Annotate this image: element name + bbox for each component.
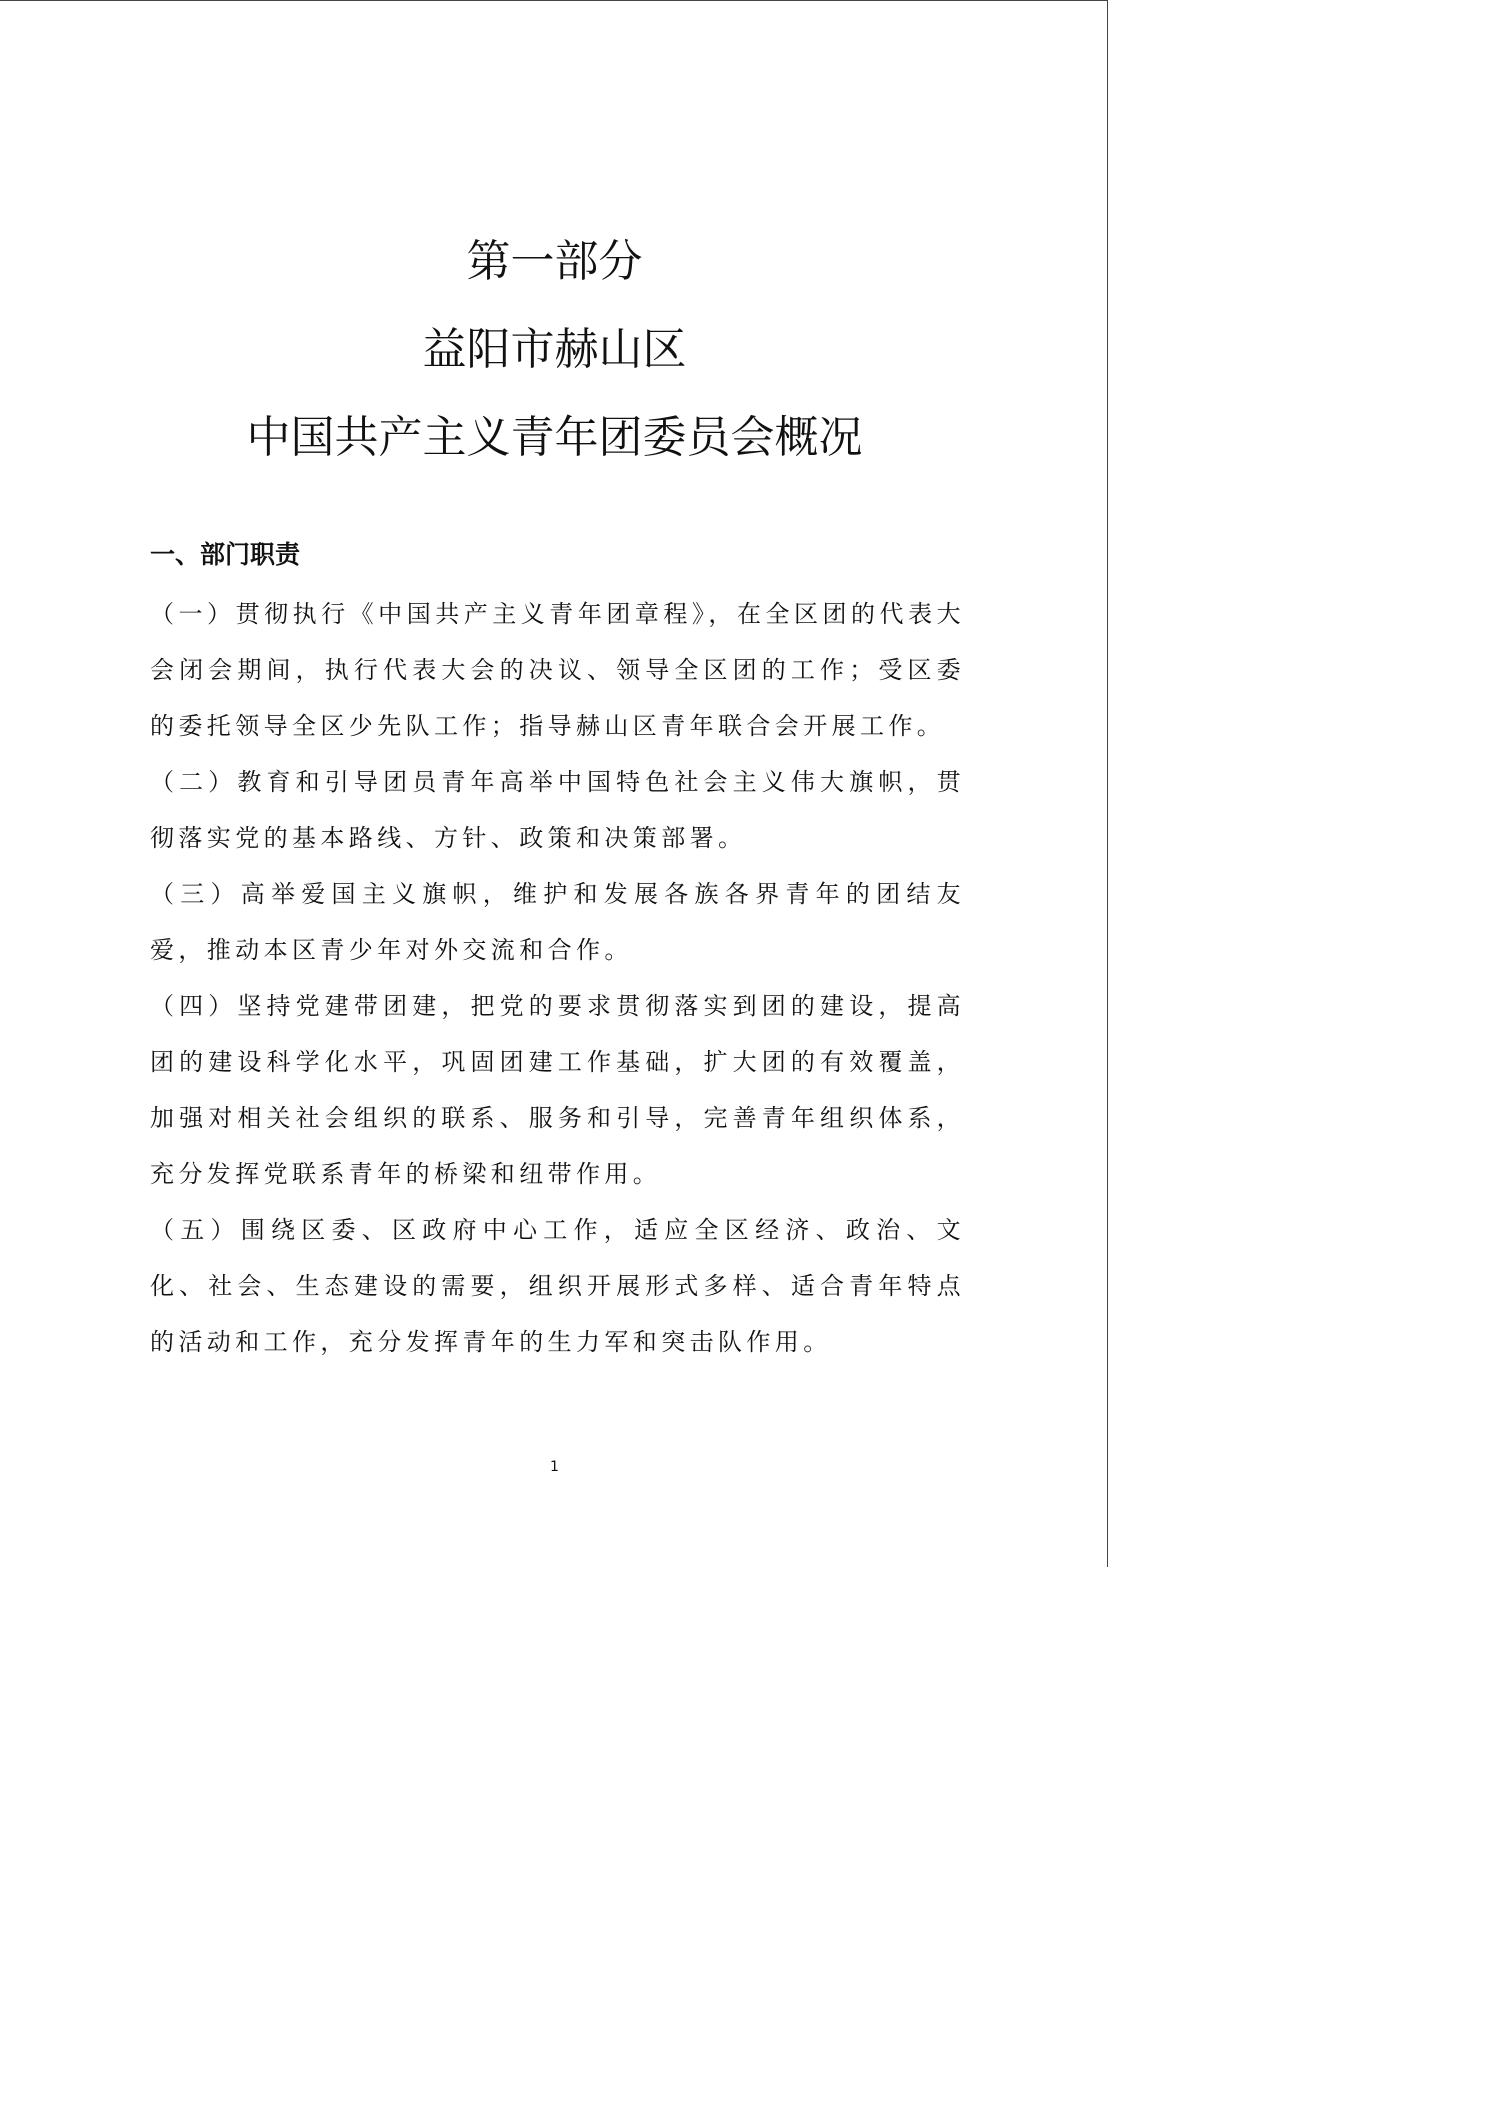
paragraph-5: （五）围绕区委、区政府中心工作，适应全区经济、政治、文化、社会、生态建设的需要，组织开展形式多样、适合青年特点的活动和工作，充分发挥青年的生力军和突击队作用。 bbox=[150, 1216, 965, 1356]
document-title-part: 第一部分 bbox=[466, 236, 643, 287]
section-body bbox=[150, 586, 965, 1370]
page-number: 1 bbox=[550, 1459, 559, 1475]
section-heading: 一、部门职责 bbox=[150, 540, 301, 569]
paragraph-2: （二）教育和引导团员青年高举中国特色社会主义伟大旗帜，贯彻落实党的基本路线、方针、政策和决策部署。 bbox=[150, 768, 965, 852]
document-title-organization: 中国共产主义青年团委员会概况 bbox=[246, 412, 863, 463]
paragraph-3: （三）高举爱国主义旗帜，维护和发展各族各界青年的团结友爱，推动本区青少年对外交流和合作。 bbox=[150, 880, 965, 964]
paragraph-4: （四）坚持党建带团建，把党的要求贯彻落实到团的建设，提高团的建设科学化水平，巩固团建工作基础，扩大团的有效覆盖，加强对相关社会组织的联系、服务和引导，完善青年组织体系，充分发挥党联系青年的桥梁和纽带作用。 bbox=[150, 992, 965, 1188]
document-title-region: 益阳市赫山区 bbox=[422, 324, 687, 375]
paragraph-1: （一）贯彻执行《中国共产主义青年团章程》，在全区团的代表大会闭会期间，执行代表大会的决议、领导全区团的工作；受区委的委托领导全区少先队工作；指导赫山区青年联合会开展工作。 bbox=[150, 600, 965, 740]
